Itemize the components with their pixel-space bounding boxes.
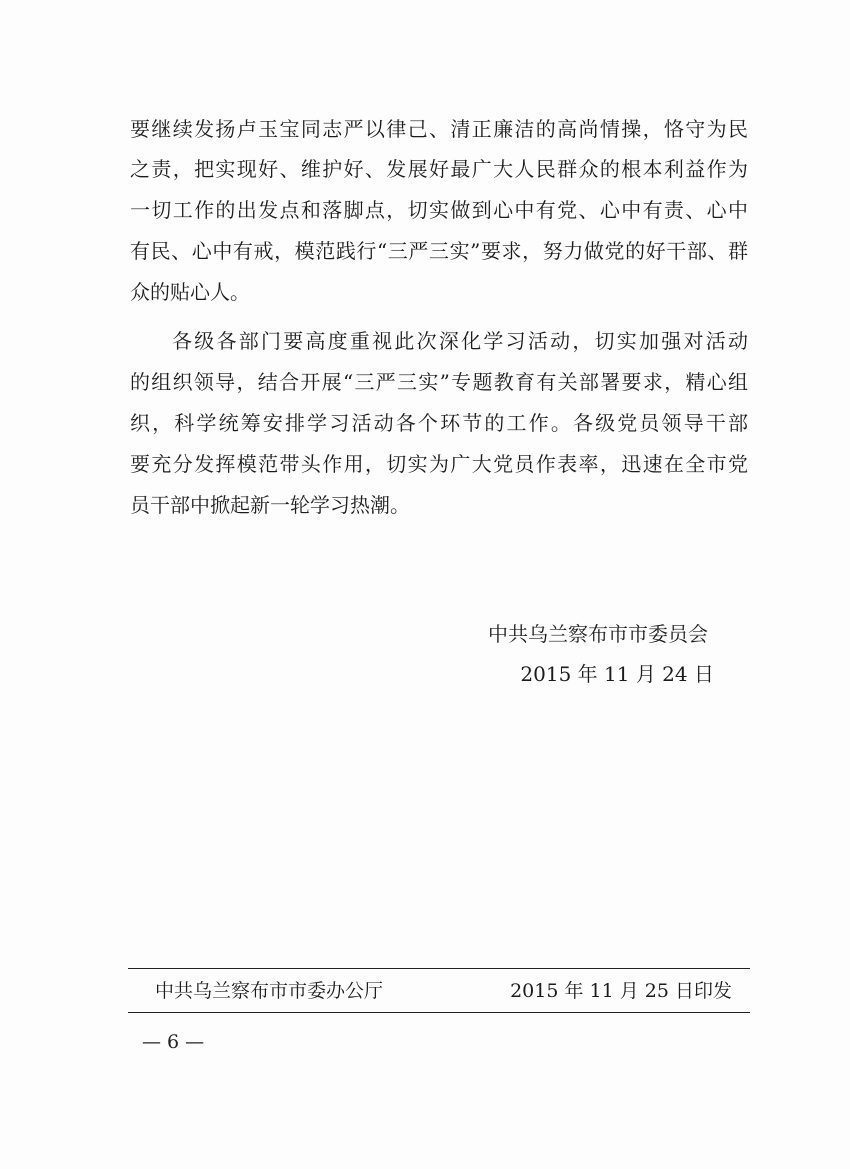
paragraph-1-line-2: 之责，把实现好、维护好、发展好最广大人民群众的根本利益作为	[130, 157, 748, 181]
footer-top-rule	[128, 968, 750, 969]
paragraph-2-line-4: 要充分发挥模范带头作用，切实为广大党员作表率，迅速在全市党	[130, 452, 748, 476]
paragraph-1-line-1: 要继续发扬卢玉宝同志严以律己、清正廉洁的高尚情操，恪守为民	[130, 117, 748, 141]
footer-bottom-rule	[128, 1012, 750, 1013]
paragraph-1-line-5: 众的贴心人。	[130, 280, 250, 304]
paragraph-1-line-3: 一切工作的出发点和落脚点，切实做到心中有党、心中有责、心中	[130, 198, 748, 222]
signature-date: 2015 年 11 月 24 日	[520, 662, 714, 686]
paragraph-2-line-1: 各级各部门要高度重视此次深化学习活动，切实加强对活动	[172, 329, 748, 353]
footer-print-date: 2015 年 11 月 25 日印发	[510, 980, 732, 1002]
paragraph-1-line-4: 有民、心中有戒，模范践行“三严三实”要求，努力做党的好干部、群	[130, 239, 748, 263]
signature-organization: 中共乌兰察布市市委员会	[488, 622, 708, 646]
paragraph-2-line-2: 的组织领导，结合开展“三严三实”专题教育有关部署要求，精心组	[130, 370, 748, 394]
paragraph-2-line-5: 员干部中掀起新一轮学习热潮。	[130, 493, 410, 517]
footer-issuer: 中共乌兰察布市市委办公厅	[155, 980, 384, 1002]
page-number: — 6 —	[142, 1031, 205, 1053]
paragraph-2-line-3: 织，科学统筹安排学习活动各个环节的工作。各级党员领导干部	[130, 411, 748, 435]
